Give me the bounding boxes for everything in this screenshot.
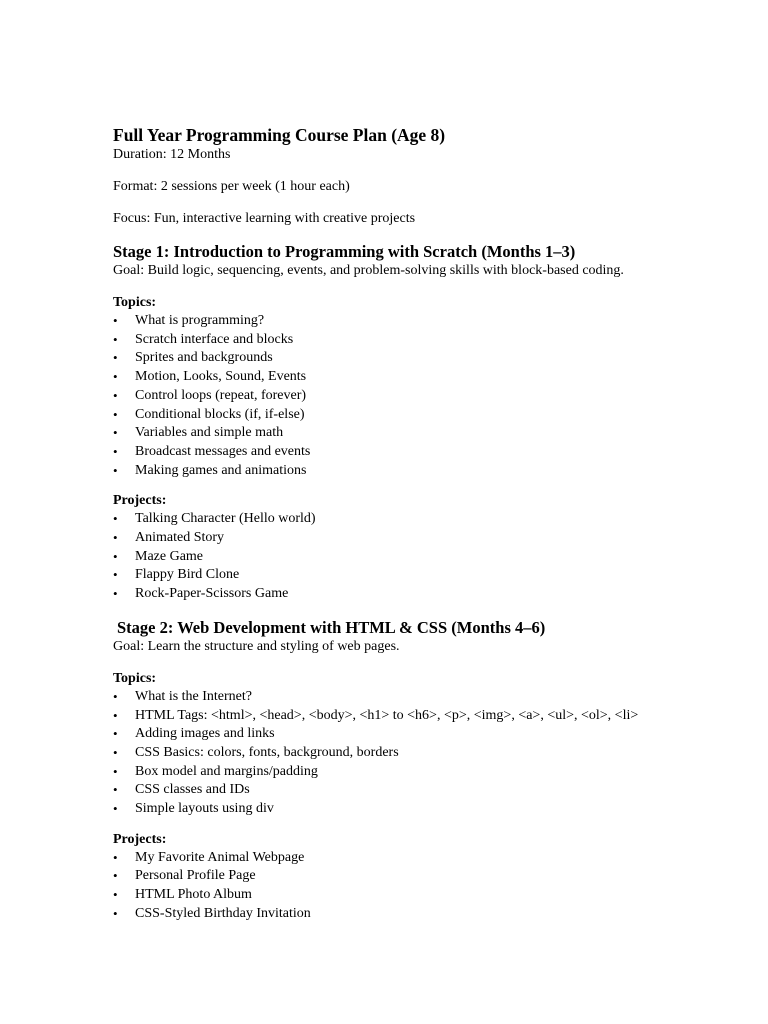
stage-2-heading: Stage 2: Web Development with HTML & CSS (Months 4–6) [117,617,546,637]
bullet-icon: • [113,406,118,422]
list-item-text: What is programming? [135,313,265,328]
list-item-text: CSS Basics: colors, fonts, background, borders [135,744,399,760]
list-item [113,763,753,782]
format-text: Format: 2 sessions per week (1 hour each) [113,179,350,194]
bullet-icon: • [113,331,118,347]
list-item-text: Personal Profile Page [135,868,256,884]
list-item [113,331,753,350]
list-item-text: CSS classes and IDs [135,782,250,798]
list-item [113,688,753,707]
list-item-text: Box model and margins/padding [135,763,318,779]
bullet-icon: • [113,744,118,760]
bullet-icon: • [113,425,118,441]
stage-1-topics-list [113,312,753,480]
list-item-text: Maze Game [135,548,204,564]
bullet-icon: • [113,782,118,798]
list-item-text: Flappy Bird Clone [135,567,240,583]
list-item [113,781,753,800]
stage-1-projects-label: Projects: [113,493,167,509]
list-item [113,312,753,331]
bullet-icon: • [113,313,118,328]
list-item-text: Broadcast messages and events [135,443,311,459]
list-item [113,849,753,868]
focus-text: Focus: Fun, interactive learning with creative projects [113,211,416,226]
list-item [113,905,753,924]
stage-2-goal: Goal: Learn the structure and styling of web pages. [113,638,400,654]
list-item [113,529,753,548]
list-item-text: Conditional blocks (if, if-else) [135,406,305,422]
list-item-text: Variables and simple math [135,425,284,441]
list-item [113,867,753,886]
stage-2-topics-label: Topics: [113,670,157,686]
bullet-icon: • [113,369,118,385]
bullet-icon: • [113,905,118,921]
duration-text: Duration: 12 Months [113,147,231,162]
list-item-text: Rock-Paper-Scissors Game [135,586,289,602]
stage-1-projects-list [113,510,753,604]
bullet-icon: • [113,763,118,779]
bullet-icon: • [113,801,118,817]
list-item-text: My Favorite Animal Webpage [135,849,305,865]
list-item-text: Making games and animations [135,462,307,478]
bullet-icon: • [113,387,118,403]
stage-1-goal: Goal: Build logic, sequencing, events, and problem-solving skills with block-based coding. [113,263,624,278]
list-item [113,548,753,567]
list-item-text: Animated Story [135,530,225,546]
list-item-text: Sprites and backgrounds [135,350,273,366]
bullet-icon: • [113,887,118,903]
list-item-text: HTML Tags: <html>, <head>, <body>, <h1> to <h6>, <p>, <img>, <a>, <ul>, <ol>, <li> [135,707,639,723]
bullet-icon: • [113,586,118,602]
stage-2-projects-list [113,849,753,924]
list-item [113,462,753,481]
list-item-text: CSS-Styled Birthday Invitation [135,905,311,921]
stage-2-topics-list [113,688,753,819]
bullet-icon: • [113,567,118,583]
list-item-text: Control loops (repeat, forever) [135,387,307,403]
bullet-icon: • [113,849,118,865]
list-item [113,744,753,763]
list-item-text: What is the Internet? [135,688,253,704]
stage-2-projects-label: Projects: [113,831,167,847]
list-item [113,406,753,425]
list-item-text: Scratch interface and blocks [135,331,294,347]
bullet-icon: • [113,350,118,366]
list-item [113,387,753,406]
list-item [113,800,753,819]
list-item [113,707,753,726]
list-item-text: HTML Photo Album [135,887,252,903]
stage-1-topics-label: Topics: [113,295,157,310]
list-item [113,424,753,443]
bullet-icon: • [113,688,118,704]
list-item [113,585,753,604]
list-item [113,566,753,585]
list-item-text: Simple layouts using div [135,801,274,817]
list-item-text: Motion, Looks, Sound, Events [135,369,307,385]
list-item [113,443,753,462]
bullet-icon: • [113,443,118,459]
list-item [113,886,753,905]
bullet-icon: • [113,707,118,723]
list-item-text: Adding images and links [135,726,275,742]
list-item [113,349,753,368]
bullet-icon: • [113,548,118,564]
list-item-text: Talking Character (Hello world) [135,511,316,527]
page-title: Full Year Programming Course Plan (Age 8) [113,125,446,145]
list-item [113,725,753,744]
bullet-icon: • [113,511,118,527]
document-page [113,124,753,924]
bullet-icon: • [113,868,118,884]
list-item [113,368,753,387]
list-item [113,510,753,529]
bullet-icon: • [113,462,118,478]
bullet-icon: • [113,530,118,546]
stage-1-heading: Stage 1: Introduction to Programming with Scratch (Months 1–3) [113,242,576,261]
bullet-icon: • [113,726,118,742]
